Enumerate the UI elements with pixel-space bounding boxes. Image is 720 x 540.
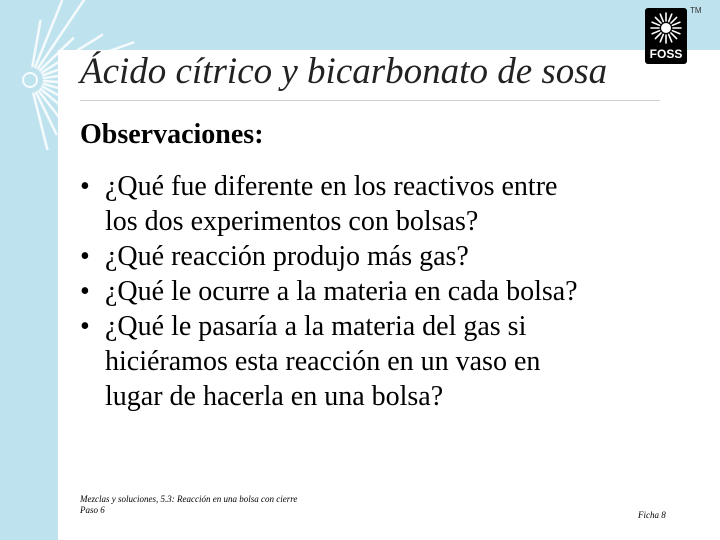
trademark-mark: TM bbox=[690, 6, 702, 15]
question-item bbox=[80, 169, 578, 239]
question-text: lugar de hacerla en una bolsa? bbox=[105, 381, 444, 412]
bullet-marker: • bbox=[80, 241, 90, 272]
question-text: ¿Qué le ocurre a la materia en cada bolsa? bbox=[105, 276, 578, 307]
footer-source bbox=[80, 494, 297, 516]
question-text: los dos experimentos con bolsas? bbox=[105, 206, 479, 237]
title-divider bbox=[80, 100, 660, 101]
footer-step: Paso 6 bbox=[80, 505, 105, 515]
question-item bbox=[80, 239, 578, 274]
logo-text: FOSS bbox=[649, 47, 683, 61]
question-item bbox=[80, 274, 578, 309]
bullet-marker: • bbox=[80, 276, 90, 307]
question-text: hiciéramos esta reacción en un vaso en bbox=[105, 346, 541, 377]
question-list bbox=[80, 169, 578, 414]
question-text: ¿Qué reacción produjo más gas? bbox=[105, 241, 469, 272]
question-text: ¿Qué fue diferente en los reactivos entre bbox=[105, 171, 558, 202]
question-text: ¿Qué le pasaría a la materia del gas si bbox=[105, 311, 527, 342]
bullet-marker: • bbox=[80, 311, 90, 342]
footer-lesson: Mezclas y soluciones, 5.3: Reacción en una bolsa con cierre bbox=[80, 494, 298, 504]
foss-logo-icon bbox=[645, 8, 687, 64]
question-item bbox=[80, 309, 578, 414]
footer-page: Ficha 8 bbox=[638, 510, 666, 520]
bullet-marker: • bbox=[80, 171, 90, 202]
slide-title: Ácido cítrico y bicarbonato de sosa bbox=[80, 51, 608, 92]
observations-heading: Observaciones: bbox=[80, 119, 264, 150]
